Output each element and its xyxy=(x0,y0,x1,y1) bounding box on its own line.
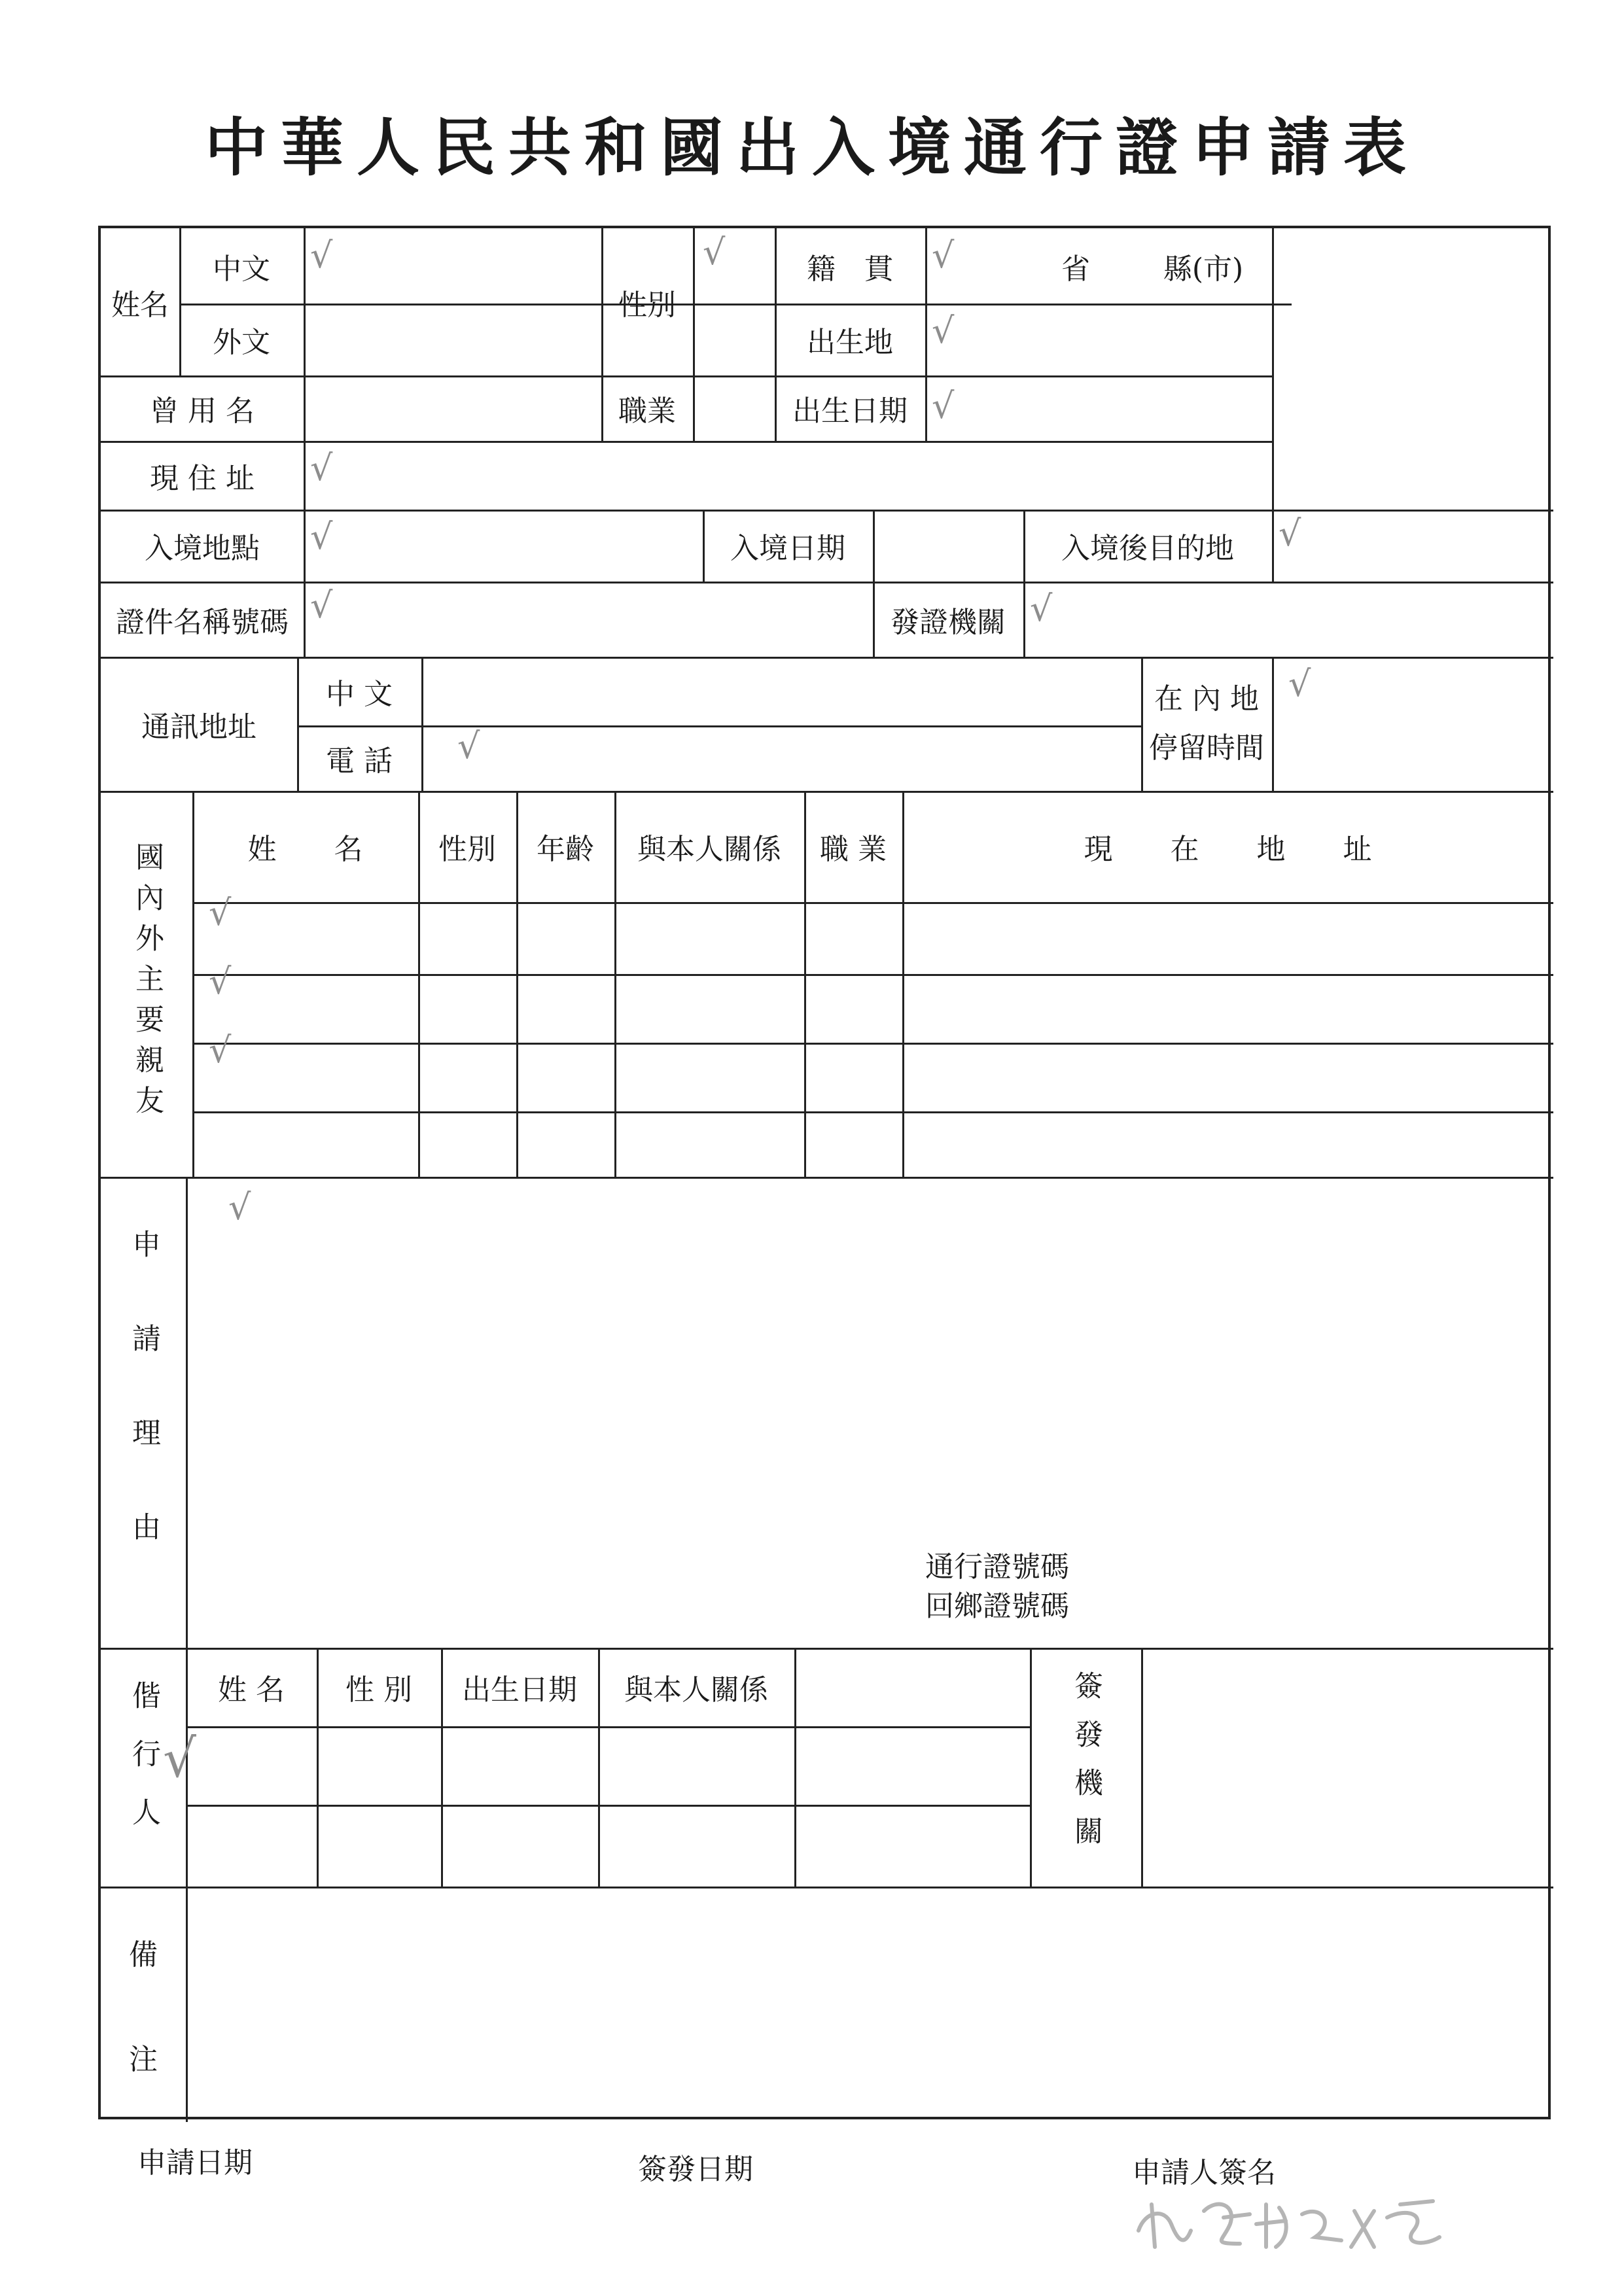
entry-place-label: 入境地點 xyxy=(145,532,260,565)
id-document-label: 證件名稱號碼 xyxy=(116,605,289,639)
gender-label: 性別 xyxy=(618,288,676,322)
relatives-row-3[interactable] xyxy=(196,1046,1550,1108)
entry-date-field[interactable] xyxy=(876,513,1020,578)
relatives-header-age: 年齡 xyxy=(537,833,594,866)
issuing-authority-label: 發證機關 xyxy=(891,605,1006,639)
check-mark-icon: √ xyxy=(310,585,333,626)
birth-date-label: 出生日期 xyxy=(792,394,908,428)
stay-duration-field[interactable] xyxy=(1275,660,1550,788)
handwritten-signature xyxy=(1125,2185,1466,2257)
check-mark-icon: √ xyxy=(163,1728,196,1789)
relatives-row-2[interactable] xyxy=(196,977,1550,1039)
check-mark-icon: √ xyxy=(932,235,955,276)
companion-header-gender: 性 別 xyxy=(345,1673,412,1707)
chinese-name-field[interactable] xyxy=(307,232,598,300)
check-mark-icon: √ xyxy=(1288,663,1311,704)
return-permit-number-label: 回鄉證號碼 xyxy=(925,1590,1069,1623)
companion-header-relationship: 與本人關係 xyxy=(624,1673,768,1707)
former-name-label: 曾 用 名 xyxy=(150,394,255,428)
companion-header-name: 姓 名 xyxy=(218,1673,285,1707)
application-date-label: 申請日期 xyxy=(137,2146,253,2180)
foreign-name-field[interactable] xyxy=(307,307,598,372)
chinese-name-label: 中文 xyxy=(213,252,270,286)
occupation-label: 職業 xyxy=(618,394,676,428)
native-place-label: 籍 貫 xyxy=(807,252,893,286)
entry-place-field[interactable] xyxy=(307,513,699,578)
issue-date-label: 簽發日期 xyxy=(638,2153,753,2186)
check-mark-icon: √ xyxy=(209,961,232,1002)
destination-field[interactable] xyxy=(1275,513,1550,578)
province-label: 省 xyxy=(1061,252,1090,286)
remarks-label-2: 注 xyxy=(129,2043,158,2076)
destination-label: 入境後目的地 xyxy=(1061,532,1234,565)
contact-address-field[interactable] xyxy=(425,660,1138,722)
contact-chinese-label: 中 文 xyxy=(326,677,393,711)
birth-date-field[interactable] xyxy=(928,379,1269,438)
companion-row-2[interactable] xyxy=(189,1808,1027,1883)
check-mark-icon: √ xyxy=(1279,513,1301,554)
applicant-signature-label: 申請人簽名 xyxy=(1132,2156,1276,2189)
check-mark-icon: √ xyxy=(209,1030,232,1071)
name-label: 姓名 xyxy=(111,288,169,322)
companion-row-1[interactable] xyxy=(189,1730,1027,1801)
phone-field[interactable] xyxy=(425,725,1138,788)
check-mark-icon: √ xyxy=(932,310,955,351)
reason-field[interactable] xyxy=(189,1180,1550,1644)
occupation-field[interactable] xyxy=(696,379,771,438)
birthplace-label: 出生地 xyxy=(807,326,893,359)
check-mark-icon: √ xyxy=(209,892,232,933)
check-mark-icon: √ xyxy=(310,447,333,489)
remarks-label-1: 備 xyxy=(129,1938,158,1972)
relatives-row-1[interactable] xyxy=(196,905,1550,971)
current-address-field[interactable] xyxy=(307,444,1269,506)
check-mark-icon: √ xyxy=(932,385,955,426)
relatives-header-relationship: 與本人關係 xyxy=(637,833,781,866)
former-name-field[interactable] xyxy=(307,379,598,438)
check-mark-icon: √ xyxy=(310,235,333,276)
contact-address-label: 通訊地址 xyxy=(141,710,256,744)
application-form xyxy=(98,226,1551,2119)
birthplace-field[interactable] xyxy=(928,307,1269,372)
relatives-header-name: 姓 名 xyxy=(247,833,363,866)
remarks-field[interactable] xyxy=(189,1890,1550,2119)
county-label: 縣(市) xyxy=(1163,252,1244,286)
photo-area xyxy=(1275,232,1550,506)
id-document-field[interactable] xyxy=(307,585,870,653)
stay-duration-label: 在 內 地 停留時間 xyxy=(1149,682,1264,765)
relatives-header-gender: 性別 xyxy=(438,833,496,866)
reason-label: 申請理由 xyxy=(127,1229,160,1606)
companions-label: 偕行人 xyxy=(127,1680,160,1855)
check-mark-icon: √ xyxy=(1030,588,1053,629)
issuing-org-label: 簽發機關 xyxy=(1069,1670,1103,1864)
relatives-row-4[interactable] xyxy=(196,1115,1550,1174)
entry-date-label: 入境日期 xyxy=(730,532,845,565)
phone-label: 電 話 xyxy=(326,744,393,778)
check-mark-icon: √ xyxy=(310,516,333,557)
relatives-label: 國內外主要親友 xyxy=(130,842,164,1126)
check-mark-icon: √ xyxy=(457,725,480,767)
foreign-name-label: 外文 xyxy=(213,326,270,359)
relatives-header-address: 現 在 地 址 xyxy=(1084,833,1372,866)
current-address-label: 現 住 址 xyxy=(150,461,255,495)
check-mark-icon: √ xyxy=(228,1187,251,1228)
check-mark-icon: √ xyxy=(703,232,726,273)
issuing-org-field[interactable] xyxy=(1144,1651,1550,1883)
companion-header-birth-date: 出生日期 xyxy=(462,1673,577,1707)
relatives-header-occupation: 職 業 xyxy=(820,833,887,866)
permit-number-label: 通行證號碼 xyxy=(925,1550,1069,1584)
form-title: 中華人民共和國出入境通行證申請表 xyxy=(205,111,1419,184)
issuing-authority-field[interactable] xyxy=(1027,585,1550,653)
